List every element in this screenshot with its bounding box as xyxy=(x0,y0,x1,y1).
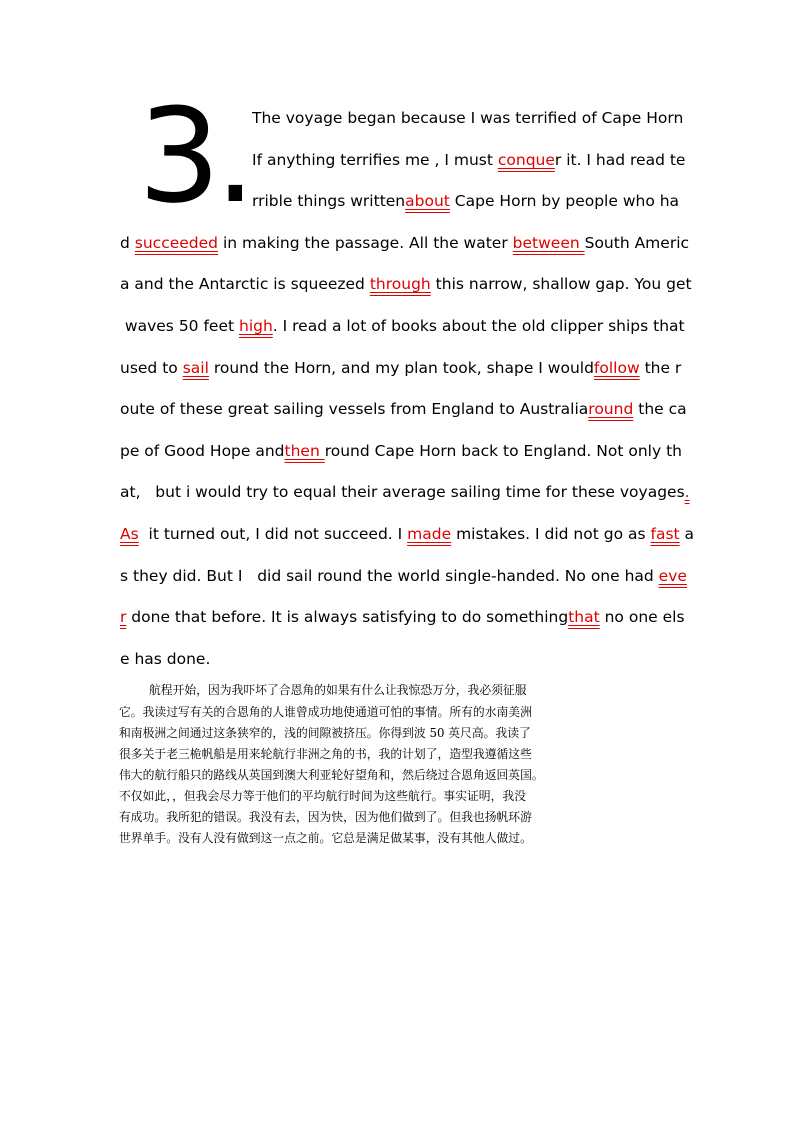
text-segment: at, but i would try to equal their average sailing time for these voyages xyxy=(120,483,685,501)
text-segment: no one els xyxy=(599,608,685,626)
english-line-13 xyxy=(120,607,685,627)
english-line-3 xyxy=(252,191,679,211)
english-line-8 xyxy=(120,399,687,419)
chinese-line-6: 不仅如此，，但我会尽力等于他们的平均航行时间为这些航行。事实证明，我没 xyxy=(119,789,526,803)
answer-word: round xyxy=(588,400,634,418)
chinese-line-3: 和南极洲之间通过这条狭窄的，浅的间隙被挤压。你得到波 50 英尺高。我读了 xyxy=(119,726,531,740)
text-segment: South Americ xyxy=(584,234,690,252)
english-line-2 xyxy=(252,150,685,170)
english-line-6 xyxy=(120,316,685,336)
text-segment: round Cape Horn back to England. Not only th xyxy=(324,442,682,460)
answer-word: fast xyxy=(650,525,680,543)
answer-word: high xyxy=(239,317,273,335)
answer-word: through xyxy=(369,275,431,293)
answer-word: that xyxy=(568,608,600,626)
text-segment: s they did. But I did sail round the world single-handed. No one had xyxy=(120,567,659,585)
text-segment: round the Horn, and my plan took, shape I would xyxy=(208,359,594,377)
answer-word: then xyxy=(284,442,325,460)
text-segment: the r xyxy=(639,359,682,377)
answer-word: As xyxy=(120,525,139,543)
answer-word: r xyxy=(120,608,127,626)
chinese-line-1: 航程开始，因为我吓坏了合恩角的如果有什么让我惊恐万分，我必须征服 xyxy=(119,683,527,697)
answer-word: conque xyxy=(497,151,555,169)
text-segment: r it. I had read te xyxy=(554,151,686,169)
text-segment: in making the passage. All the water xyxy=(218,234,513,252)
text-segment: The voyage began because I was terrified of Cape Horn xyxy=(252,109,684,127)
answer-word: eve xyxy=(658,567,687,585)
text-segment: it turned out, I did not succeed. I xyxy=(138,525,408,543)
answer-word: between xyxy=(512,234,585,252)
answer-word: follow xyxy=(593,359,640,377)
answer-word: about xyxy=(405,192,450,210)
text-segment: e has done. xyxy=(120,650,211,668)
chinese-line-5: 伟大的航行船只的路线从英国到澳大利亚轮好望角和，然后绕过合恩角返回英国。 xyxy=(119,768,544,782)
text-segment: used to xyxy=(120,359,183,377)
text-segment: done that before. It is always satisfying to do something xyxy=(126,608,569,626)
text-segment: Cape Horn by people who ha xyxy=(449,192,680,210)
english-line-12 xyxy=(120,566,687,586)
drop-cap-number: 3. xyxy=(138,80,251,232)
chinese-line-7: 有成功。我所犯的错误。我没有去，因为快，因为他们做到了。但我也扬帆环游 xyxy=(119,810,532,824)
english-line-10 xyxy=(120,482,690,502)
text-segment: a xyxy=(679,525,695,543)
chinese-line-4: 很多关于老三桅帆船是用来轮航行非洲之角的书，我的计划了，造型我遵循这些 xyxy=(119,747,532,761)
text-segment: the ca xyxy=(633,400,687,418)
english-line-9 xyxy=(120,441,682,461)
text-segment: rrible things written xyxy=(252,192,406,210)
text-segment: waves 50 feet xyxy=(120,317,239,335)
text-segment: this narrow, shallow gap. You get xyxy=(430,275,692,293)
english-line-1 xyxy=(252,108,683,128)
text-segment: a and the Antarctic is squeezed xyxy=(120,275,370,293)
answer-word: sail xyxy=(182,359,209,377)
text-segment: mistakes. I did not go as xyxy=(451,525,651,543)
text-segment: If anything terrifies me , I must xyxy=(252,151,498,169)
text-segment: d xyxy=(120,234,135,252)
english-line-5 xyxy=(120,274,692,294)
chinese-line-2: 它。我读过写有关的合恩角的人谁曾成功地使通道可怕的事情。所有的水南美洲 xyxy=(119,705,532,719)
answer-word: succeeded xyxy=(134,234,219,252)
english-line-7 xyxy=(120,358,681,378)
english-line-11 xyxy=(120,524,694,544)
answer-word: made xyxy=(407,525,452,543)
english-line-14 xyxy=(120,649,210,669)
answer-word: . xyxy=(684,483,690,501)
text-segment: . I read a lot of books about the old clipper ships that xyxy=(272,317,685,335)
english-line-4 xyxy=(120,233,689,253)
text-segment: oute of these great sailing vessels from England to Australia xyxy=(120,400,589,418)
chinese-line-8: 世界单手。没有人没有做到这一点之前。它总是满足做某事，没有其他人做过。 xyxy=(119,831,532,845)
text-segment: pe of Good Hope and xyxy=(120,442,285,460)
